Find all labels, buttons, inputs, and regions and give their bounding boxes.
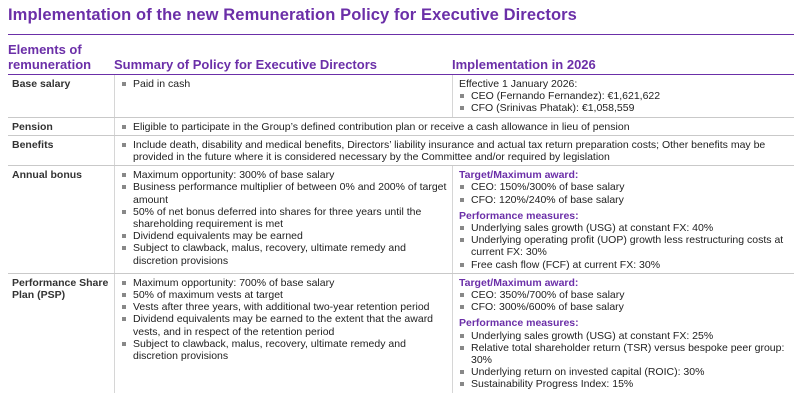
header-summary: Summary of Policy for Executive Directors [114, 57, 377, 72]
list-item: CFO: 120%/240% of base salary [459, 194, 790, 206]
list-item: Underlying operating profit (UOP) growth less restructuring costs at current FX: 30% [459, 234, 790, 258]
list-item: Maximum opportunity: 300% of base salary [121, 169, 448, 181]
table-row-benefits [8, 136, 794, 166]
table-row-psp [8, 274, 794, 393]
implementation-intro: Effective 1 January 2026: [459, 78, 578, 90]
list-item: Include death, disability and medical benefits, Directors’ liability insurance and actual tax return preparation costs; Other benefits may be provided in the future where it is considered necessary by the Committee and/or required by legislation [121, 139, 790, 163]
list-item: Business performance multiplier of between 0% and 200% of target amount [121, 181, 448, 205]
summary-cell [114, 274, 452, 393]
row-label: Pension [12, 120, 53, 133]
implementation-cell [452, 274, 794, 393]
list-item: 50% of maximum vests at target [121, 289, 448, 301]
list-item: Subject to clawback, malus, recovery, ultimate remedy and discretion provisions [121, 338, 448, 362]
table-row-annual-bonus [8, 166, 794, 274]
summary-cell [114, 75, 452, 117]
list-item: Relative total shareholder return (TSR) versus bespoke peer group: 30% [459, 342, 790, 366]
implementation-cell [452, 75, 794, 117]
measures-heading: Performance measures: [459, 209, 579, 222]
list-item: Paid in cash [121, 78, 448, 90]
list-item: CFO: 300%/600% of base salary [459, 301, 790, 313]
header-elements: Elements of remuneration [8, 42, 92, 72]
row-label: Performance Share Plan (PSP) [12, 276, 109, 302]
row-label: Annual bonus [12, 169, 82, 182]
list-item: Eligible to participate in the Group’s defined contribution plan or receive a cash allowance in lieu of pension [121, 121, 790, 133]
target-heading: Target/Maximum award: [459, 169, 579, 182]
list-item: Sustainability Progress Index: 15% [459, 378, 790, 390]
row-label: Base salary [12, 78, 71, 90]
target-heading: Target/Maximum award: [459, 276, 579, 289]
summary-cell [114, 166, 452, 273]
row-label: Benefits [12, 138, 54, 151]
list-item: Free cash flow (FCF) at current FX: 30% [459, 259, 790, 271]
header-implementation: Implementation in 2026 [452, 57, 596, 72]
list-item: Dividend equivalents may be earned to the extent that the award vests, and in respect of the retention period [121, 313, 448, 337]
combined-cell [114, 136, 794, 165]
page-title: Implementation of the new Remuneration Policy for Executive Directors [8, 6, 794, 35]
combined-cell [114, 118, 794, 135]
list-item: Vests after three years, with additional two-year retention period [121, 301, 448, 313]
list-item: Underlying return on invested capital (ROIC): 30% [459, 366, 790, 378]
list-item: CFO (Srinivas Phatak): €1,058,559 [459, 102, 790, 114]
list-item: Underlying sales growth (USG) at constant FX: 40% [459, 222, 790, 234]
list-item: CEO: 350%/700% of base salary [459, 289, 790, 301]
list-item: Subject to clawback, malus, recovery, ultimate remedy and discretion provisions [121, 242, 448, 266]
table-row-pension [8, 118, 794, 136]
measures-heading: Performance measures: [459, 317, 579, 330]
table-row-base-salary [8, 75, 794, 118]
list-item: CEO (Fernando Fernandez): €1,621,622 [459, 90, 790, 102]
list-item: Dividend equivalents may be earned [121, 230, 448, 242]
implementation-cell [452, 166, 794, 273]
list-item: Underlying sales growth (USG) at constant FX: 25% [459, 330, 790, 342]
list-item: Maximum opportunity: 700% of base salary [121, 277, 448, 289]
table-header [8, 38, 794, 75]
list-item: 50% of net bonus deferred into shares for three years until the shareholding requirement is met [121, 206, 448, 230]
list-item: CEO: 150%/300% of base salary [459, 181, 790, 193]
